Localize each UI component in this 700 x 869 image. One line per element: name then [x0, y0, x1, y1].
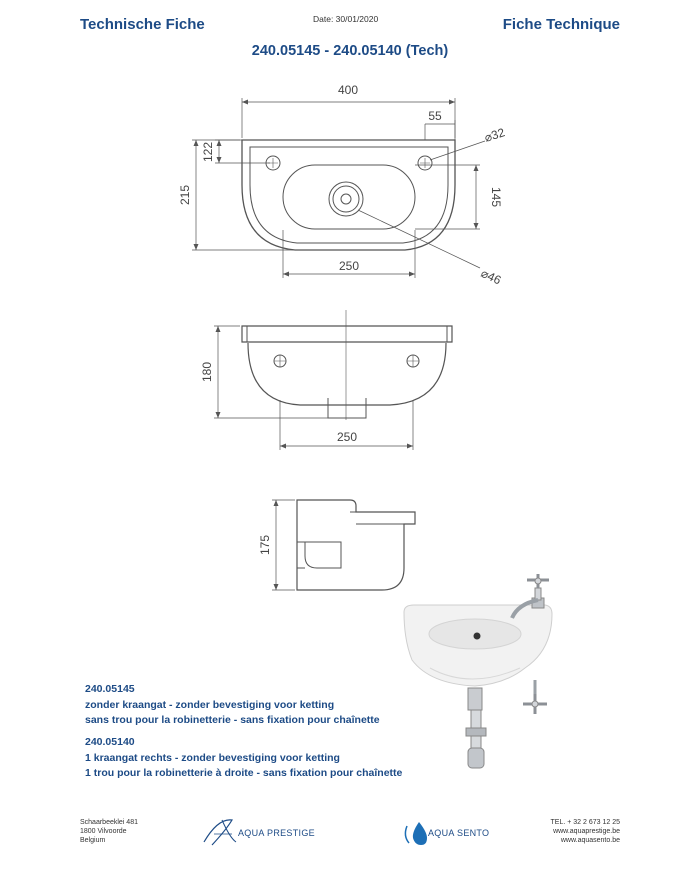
dim-diameter-32: ⌀32	[482, 125, 507, 145]
aqua-prestige-logo	[204, 820, 236, 845]
top-view	[192, 98, 485, 278]
dim-400: 400	[337, 83, 359, 97]
dim-250-front: 250	[336, 430, 358, 444]
title-left: Technische Fiche	[80, 16, 205, 33]
dim-175: 175	[258, 534, 272, 556]
product-code: 240.05145	[85, 683, 135, 695]
product-line-fr: sans trou pour la robinetterie - sans fixation pour chaînette	[85, 714, 380, 726]
website-link[interactable]: www.aquasento.be	[560, 837, 620, 844]
address-line: Schaarbeeklei 481	[80, 819, 138, 826]
dim-diameter-46: ⌀46	[478, 266, 504, 288]
brand-aqua-prestige: AQUA PRESTIGE	[238, 828, 315, 838]
product-block-1	[85, 682, 380, 729]
brand-aqua-sento: AQUA SENTO	[428, 828, 490, 838]
product-line-fr: 1 trou pour la robinetterie à droite - sans fixation pour chaînette	[85, 767, 403, 779]
dim-145: 145	[489, 186, 503, 208]
title-right: Fiche Technique	[502, 16, 620, 33]
product-block-2	[85, 735, 402, 782]
product-photo	[404, 574, 552, 768]
front-view	[214, 310, 452, 450]
dim-122: 122	[201, 141, 215, 163]
address-line: Belgium	[80, 837, 106, 844]
dim-55: 55	[428, 109, 442, 123]
dim-180: 180	[200, 361, 214, 383]
product-reference: 240.05145 - 240.05140 (Tech)	[251, 43, 449, 59]
company-address	[80, 818, 138, 845]
product-code: 240.05140	[85, 736, 135, 748]
dim-215: 215	[178, 184, 192, 206]
date: Date: 30/01/2020	[313, 14, 379, 24]
dim-250-top: 250	[338, 259, 360, 273]
phone: TEL. + 32 2 673 12 25	[550, 819, 620, 826]
product-line-nl: 1 kraangat rechts - zonder bevestiging voor ketting	[85, 751, 340, 764]
product-line-nl: zonder kraangat - zonder bevestiging voor ketting	[85, 698, 335, 711]
address-line: 1800 Vilvoorde	[80, 828, 127, 835]
company-contact	[551, 818, 620, 845]
website-link[interactable]: www.aquaprestige.be	[553, 828, 620, 835]
aqua-sento-logo	[405, 822, 427, 845]
side-view	[272, 500, 415, 590]
